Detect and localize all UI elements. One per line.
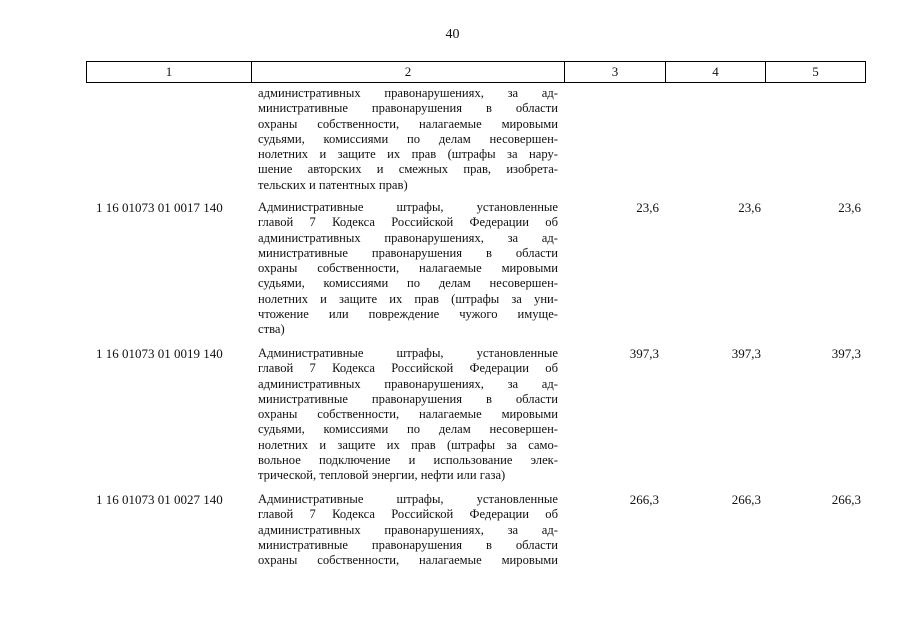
budget-code: 1 16 01073 01 0017 140 (96, 200, 223, 215)
value-column-4: 266,3 (731, 492, 761, 507)
description-line: нолетних и защите их прав (штрафы за нару- (258, 147, 558, 162)
description-line: чтожение или повреждение чужого имуще- (258, 307, 558, 322)
description-line: административных правонарушениях, за ад- (258, 230, 558, 245)
description-line: трической, тепловой энергии, нефти или газа) (258, 468, 506, 483)
row-description (258, 492, 558, 568)
description-line: министративные правонарушения в области (258, 101, 558, 116)
description-line: Административные штрафы, установленные (258, 346, 558, 360)
column-header-3: 3 (565, 62, 666, 82)
description-line: нолетних и защите их прав (штрафы за уни- (258, 291, 558, 306)
column-header-2: 2 (252, 62, 565, 82)
column-header-1: 1 (87, 62, 252, 82)
description-line: министративные правонарушения в области (258, 245, 558, 260)
value-column-5: 266,3 (831, 492, 861, 507)
description-line: Административные штрафы, установленные (258, 492, 558, 506)
value-column-5: 397,3 (831, 346, 861, 361)
value-column-4: 397,3 (731, 346, 761, 361)
value-column-5: 23,6 (838, 200, 861, 215)
column-header-4: 4 (666, 62, 766, 82)
row-description (258, 86, 558, 193)
description-line: главой 7 Кодекса Российской Федерации об (258, 215, 558, 230)
description-line: вольное подключение и использование элек- (258, 453, 558, 468)
description-line: охраны собственности, налагаемые мировыми (258, 407, 558, 422)
value-column-3: 266,3 (629, 492, 659, 507)
description-line: судьями, комиссиями по делам несовершен- (258, 131, 558, 146)
row-description (258, 346, 558, 484)
description-line: охраны собственности, налагаемые мировыми (258, 553, 558, 568)
description-line: нолетних и защите их прав (штрафы за само- (258, 437, 558, 452)
description-line: министративные правонарушения в области (258, 537, 558, 552)
description-line: административных правонарушениях, за ад- (258, 376, 558, 391)
description-line: главой 7 Кодекса Российской Федерации об (258, 507, 558, 522)
description-line: судьями, комиссиями по делам несовершен- (258, 422, 558, 437)
description-line: главой 7 Кодекса Российской Федерации об (258, 361, 558, 376)
budget-code: 1 16 01073 01 0019 140 (96, 346, 223, 361)
description-line: министративные правонарушения в области (258, 391, 558, 406)
description-line: административных правонарушениях, за ад- (258, 522, 558, 537)
description-line: судьями, комиссиями по делам несовершен- (258, 276, 558, 291)
description-line: охраны собственности, налагаемые мировыми (258, 116, 558, 131)
description-line: Административные штрафы, установленные (258, 200, 558, 214)
budget-code: 1 16 01073 01 0027 140 (96, 492, 223, 507)
description-line: охраны собственности, налагаемые мировыми (258, 261, 558, 276)
description-line: шение авторских и смежных прав, изобрета- (258, 162, 558, 177)
table-header-row (86, 61, 866, 83)
page-number: 40 (445, 27, 460, 42)
column-header-5: 5 (812, 64, 819, 79)
description-line: тельских и патентных прав) (258, 177, 408, 192)
value-column-3: 397,3 (629, 346, 659, 361)
description-line: ства) (258, 322, 285, 337)
value-column-4: 23,6 (738, 200, 761, 215)
value-column-3: 23,6 (636, 200, 659, 215)
description-line: административных правонарушениях, за ад- (258, 86, 558, 100)
row-description (258, 200, 558, 338)
